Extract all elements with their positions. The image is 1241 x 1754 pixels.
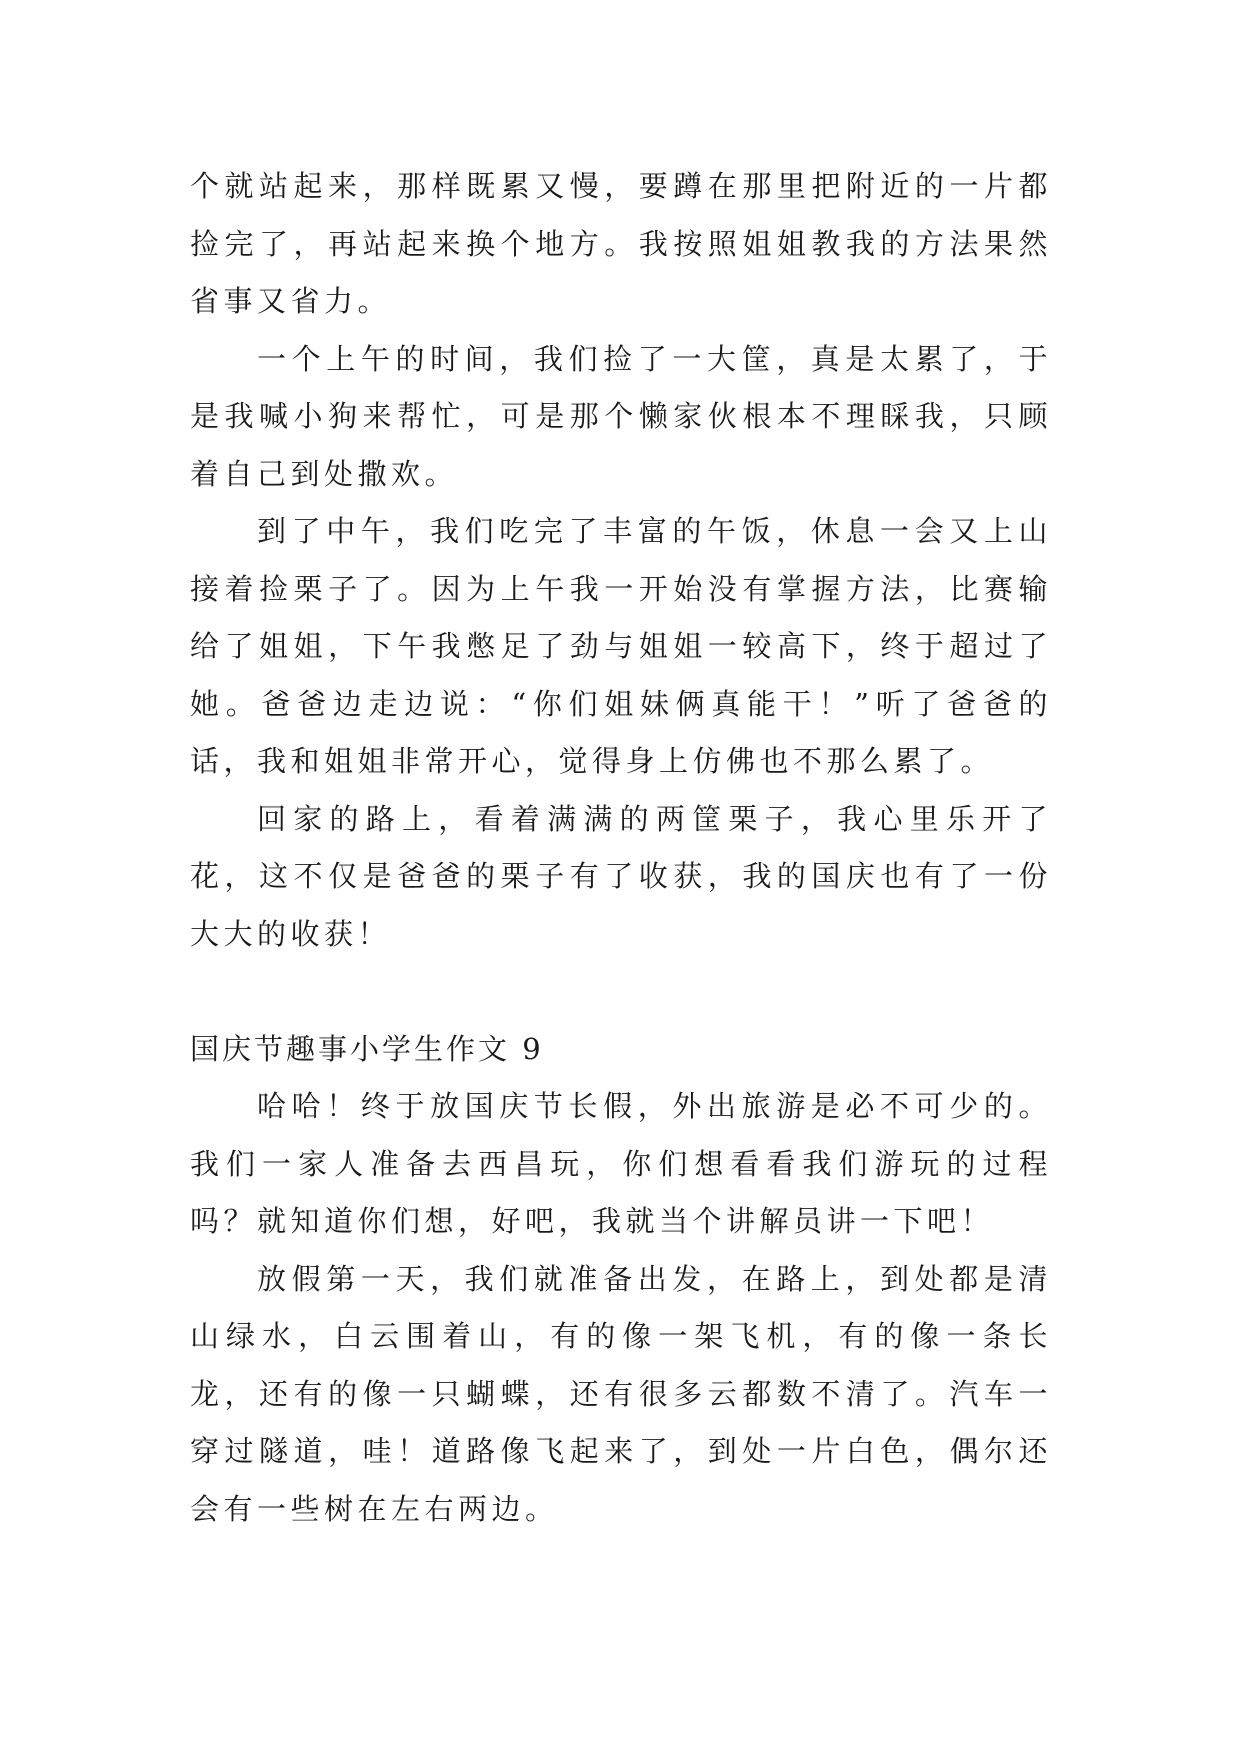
document-body — [190, 158, 1052, 1538]
paragraph: 哈哈！终于放国庆节长假，外出旅游是必不可少的。我们一家人准备去西昌玩，你们想看看我们游玩的过程吗？就知道你们想，好吧，我就当个讲解员讲一下吧！ — [190, 1089, 1052, 1238]
section-title: 国庆节趣事小学生作文 9 — [190, 1031, 544, 1066]
paragraph: 一个上午的时间，我们捡了一大筐，真是太累了，于是我喊小狗来帮忙，可是那个懒家伙根本不理睬我，只顾着自己到处撒欢。 — [190, 341, 1052, 491]
section-gap — [190, 963, 1052, 1021]
paragraph: 放假第一天，我们就准备出发，在路上，到处都是清山绿水，白云围着山，有的像一架飞机，有的像一条长龙，还有的像一只蝴蝶，还有很多云都数不清了。汽车一穿过隧道，哇！道路像飞起来了，到处一片白色，偶尔还会有一些树在左右两边。 — [190, 1261, 1052, 1526]
paragraph: 个就站起来，那样既累又慢，要蹲在那里把附近的一片都捡完了，再站起来换个地方。我按照姐姐教我的方法果然省事又省力。 — [190, 169, 1052, 318]
paragraph: 到了中午，我们吃完了丰富的午饭，休息一会又上山接着捡栗子了。因为上午我一开始没有掌握方法，比赛输给了姐姐，下午我憋足了劲与姐姐一较高下，终于超过了她。爸爸边走边说：“你们姐妹俩真能干！”听了爸爸的话，我和姐姐非常开心，觉得身上仿佛也不那么累了。 — [190, 514, 1052, 778]
paragraph: 回家的路上，看着满满的两筐栗子，我心里乐开了花，这不仅是爸爸的栗子有了收获，我的国庆也有了一份大大的收获！ — [190, 801, 1052, 951]
